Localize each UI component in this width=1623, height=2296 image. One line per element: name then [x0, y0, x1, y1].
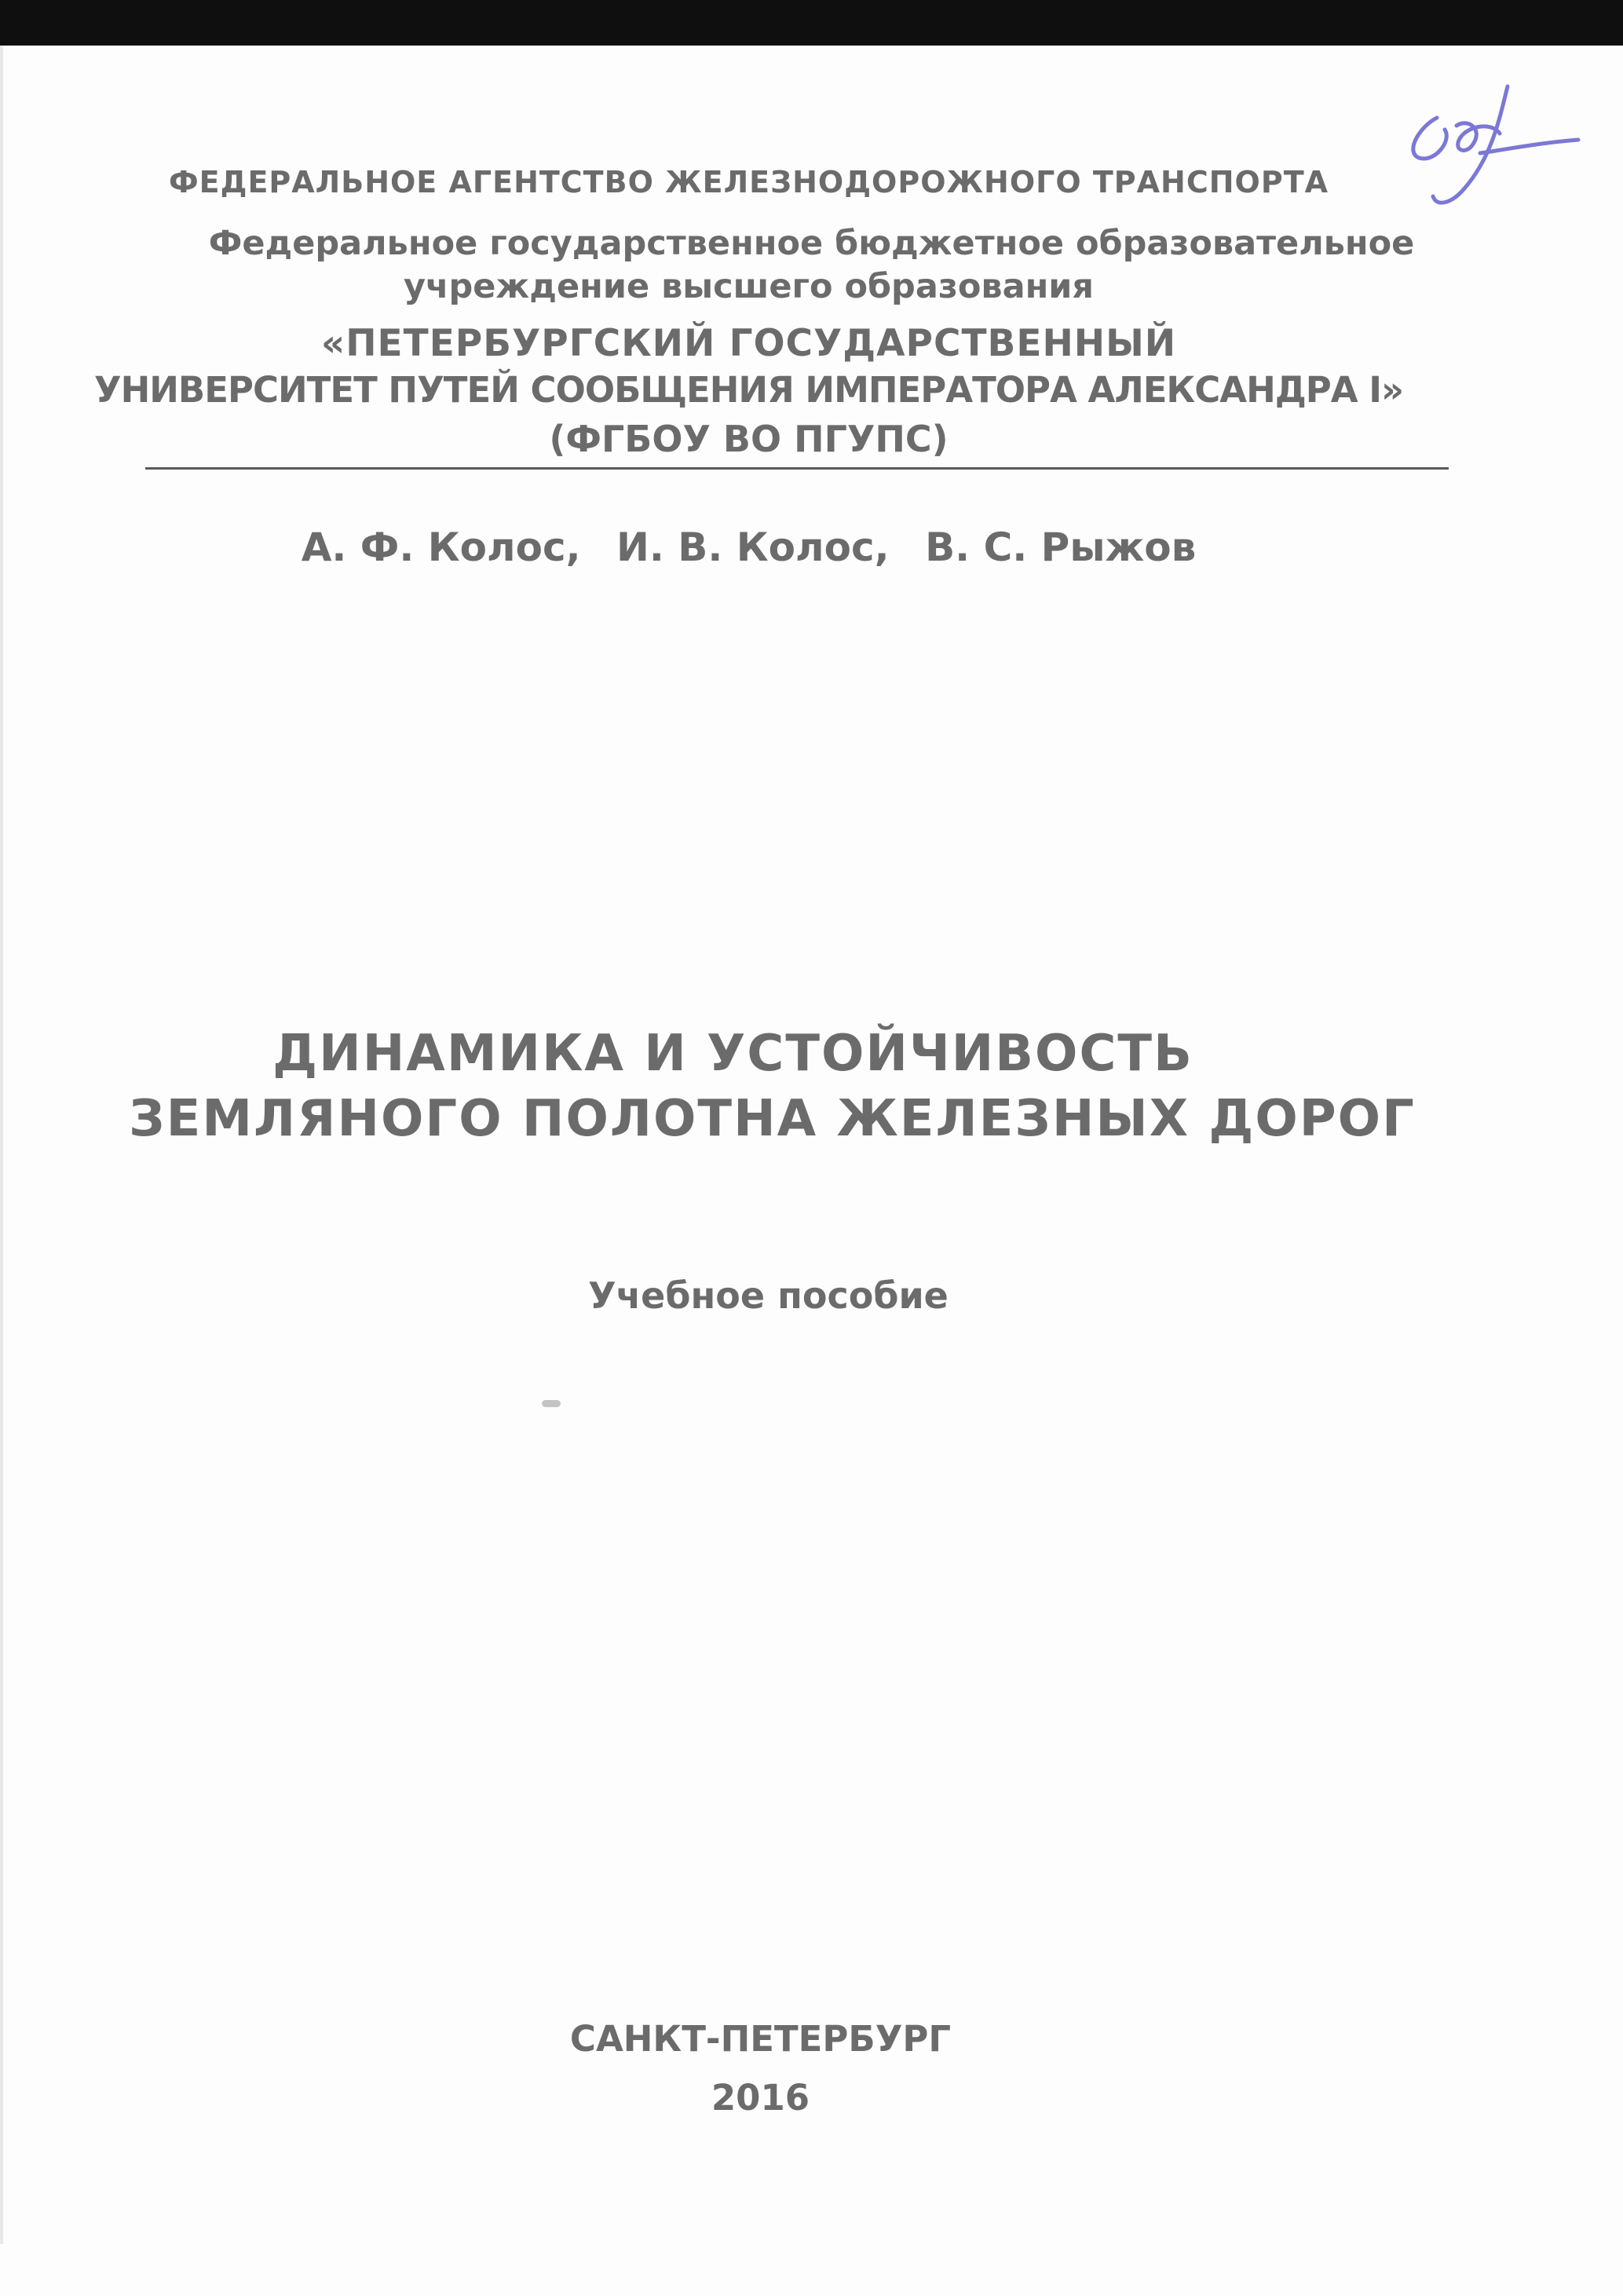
institution-name-line-2: учреждение высшего образования [403, 267, 1095, 306]
book-title-line-2: ЗЕМЛЯНОГО ПОЛОТНА ЖЕЛЕЗНЫХ ДОРОГ [129, 1090, 1416, 1148]
agency-name: ФЕДЕРАЛЬНОЕ АГЕНТСТВО ЖЕЛЕЗНОДОРОЖНОГО ТРАНСПОРТА [168, 165, 1329, 199]
imprint-year: 2016 [711, 2077, 810, 2119]
university-abbreviation: (ФГБОУ ВО ПГУПС) [549, 418, 949, 460]
document-type: Учебное пособие [588, 1274, 949, 1317]
institution-name-line-1: Федеральное государственное бюджетное образовательное [208, 224, 1415, 263]
book-title-line-1: ДИНАМИКА И УСТОЙЧИВОСТЬ [272, 1025, 1193, 1083]
university-name-line-1: «ПЕТЕРБУРГСКИЙ ГОСУДАРСТВЕННЫЙ [320, 322, 1177, 365]
author-2: И. В. Колос, [616, 525, 890, 570]
scan-top-border [0, 0, 1623, 46]
author-list [0, 525, 1560, 570]
university-name-line-2: УНИВЕРСИТЕТ ПУТЕЙ СООБЩЕНИЯ ИМПЕРАТОРА АЛЕКСАНДРА I» [93, 369, 1404, 411]
header-divider [145, 467, 1449, 470]
author-3: В. С. Рыжов [925, 525, 1197, 570]
imprint-city: САНКТ-ПЕТЕРБУРГ [569, 2018, 952, 2060]
author-1: А. Ф. Колос, [301, 525, 581, 570]
scan-speck [542, 1400, 561, 1407]
